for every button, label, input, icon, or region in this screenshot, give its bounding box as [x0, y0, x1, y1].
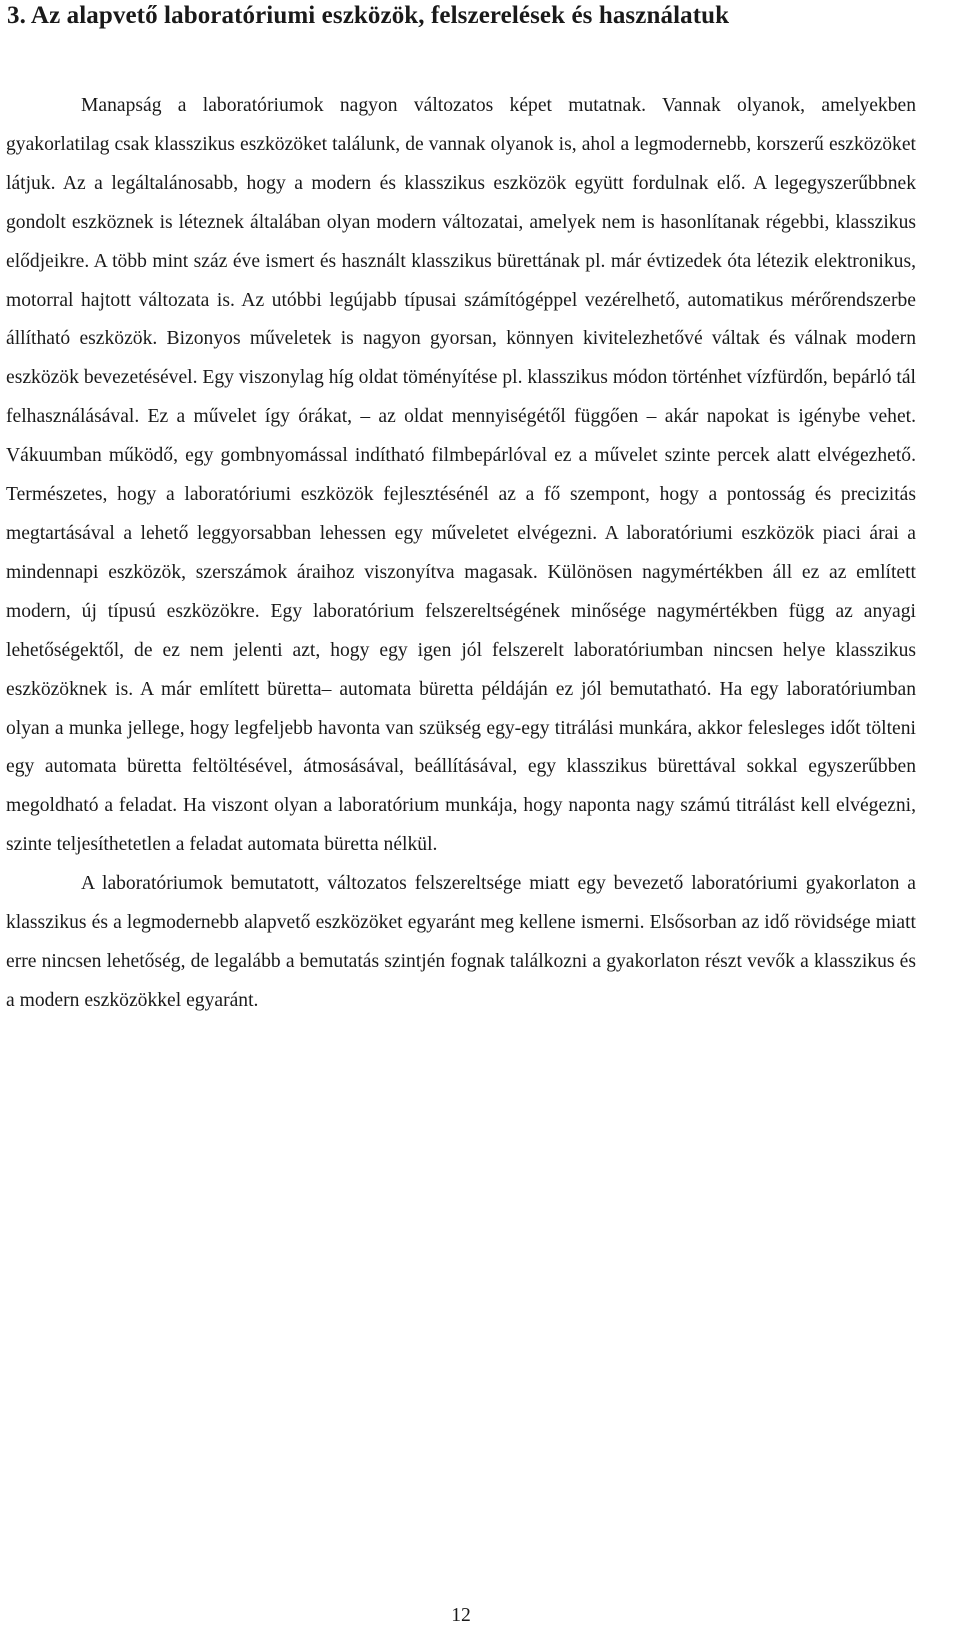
- paragraph-1: Manapság a laboratóriumok nagyon változatos képet mutatnak. Vannak olyanok, amelyekben gyakorlatilag csak klasszikus eszközöket találunk, de vannak olyanok is, ahol a legmodernebb, korszerű eszközöket látjuk. Az a legáltalánosabb, hogy a modern és klasszikus eszközök együtt fordulnak elő. A legegyszerűbbnek gondolt eszköznek is léteznek általában olyan modern változatai, amelyek nem is hasonlítanak régebbi, klasszikus elődjeikre. A több mint száz éve ismert és használt klasszikus bürettának pl. már évtizedek óta létezik elektronikus, motorral hajtott változata is. Az utóbbi legújabb típusai számítógéppel vezérelhető, automatikus mérőrendszerbe állítható eszközök. Bizonyos műveletek is nagyon gyorsan, könnyen kivitelezhetővé váltak és válnak modern eszközök bevezetésével. Egy viszonylag híg oldat töményítése pl. klasszikus módon történhet vízfürdőn, bepárló tál felhasználásával. Ez a művelet így órákat, – az oldat mennyiségétől függően – akár napokat is igénybe vehet. Vákuumban működő, egy gombnyomással indítható filmbepárlóval ez a művelet szinte percek alatt elvégezhető. Természetes, hogy a laboratóriumi eszközök fejlesztésénél az a fő szempont, hogy a pontosság és precizitás megtartásával a lehető leggyorsabban lehessen egy műveletet elvégezni. A laboratóriumi eszközök piaci árai a mindennapi eszközök, szerszámok áraihoz viszonyítva magasak. Különösen nagymértékben áll ez az említett modern, új típusú eszközökre. Egy laboratórium felszereltségének minősége nagymértékben függ az anyagi lehetőségektől, de ez nem jelenti azt, hogy egy igen jól felszerelt laboratóriumban nincsen helye klasszikus eszközöknek is. A már említett büretta– automata büretta példáján ez jól bemutatható. Ha egy laboratóriumban olyan a munka jellege, hogy legfeljebb havonta van szükség egy-egy titrálási munkára, akkor felesleges időt tölteni egy automata büretta feltöltésével, átmosásával, beállításával, egy klasszikus bürettával sokkal egyszerűbben megoldható a feladat. Ha viszont olyan a laboratórium munkája, hogy naponta nagy számú titrálást kell elvégezni, szinte teljesíthetetlen a feladat automata büretta nélkül.: [6, 95, 916, 856]
- page-number: 12: [451, 1605, 471, 1626]
- section-heading: 3. Az alapvető laboratóriumi eszközök, felszerelések és használatuk: [7, 2, 730, 29]
- paragraph-2: A laboratóriumok bemutatott, változatos felszereltsége miatt egy bevezető laboratóriumi gyakorlaton a klasszikus és a legmodernebb alapvető eszközöket egyaránt meg kellene ismerni. Elsősorban az idő rövidsége miatt erre nincsen lehetőség, de legalább a bemutatás szintjén fognak találkozni a gyakorlaton részt vevők a klasszikus és a modern eszközökkel egyaránt.: [6, 873, 916, 1011]
- body-text: [6, 87, 916, 1021]
